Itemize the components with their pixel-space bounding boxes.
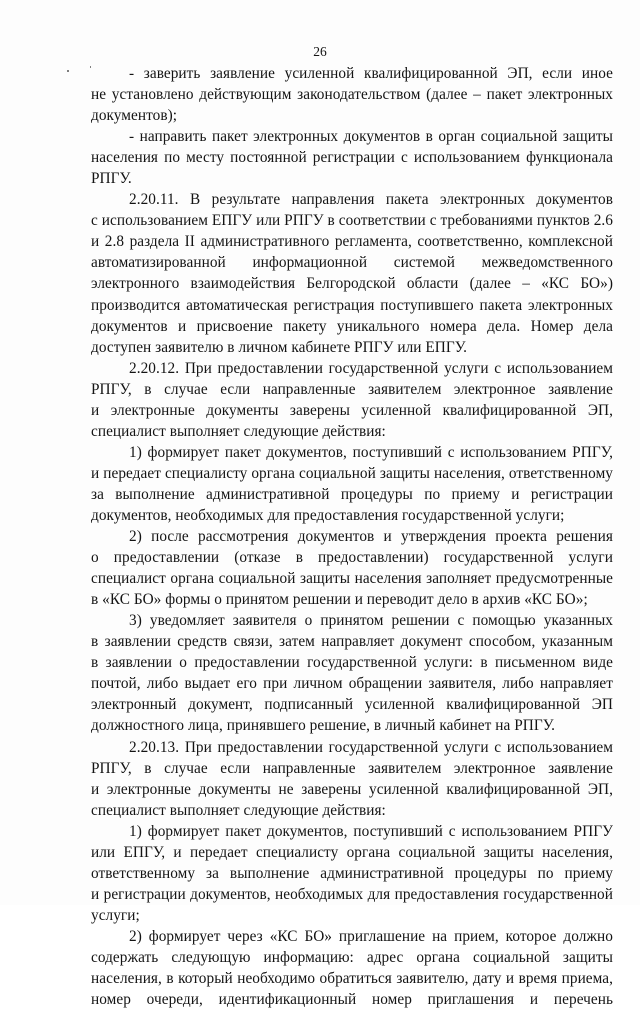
text-line: 1) формирует пакет документов, поступивший с использованием РПГУ (129, 822, 613, 840)
text-line: населения по месту постоянной регистрации с использованием функционала (91, 149, 613, 167)
text-line: номер очереди, идентификационный номер приглашения и перечень (91, 991, 613, 1009)
text-line: электронного взаимодействия Белгородской области (далее – «КС БО») (91, 275, 613, 293)
text-line: - заверить заявление усиленной квалифицированной ЭП, если иное (129, 65, 613, 82)
text-line: специалист органа социальной защиты населения заполняет предусмотренные (91, 570, 613, 588)
text-line: о предоставлении (отказе в предоставлении) государственной услуги (91, 549, 613, 567)
text-line: электронный документ, подписанный усиленной квалифицированной ЭП (91, 696, 613, 714)
text-line: документов, необходимых для предоставления государственной услуги; (91, 506, 565, 524)
text-line: 2) после рассмотрения документов и утверждения проекта решения (129, 528, 613, 546)
scan-speck (67, 70, 69, 72)
text-line: производится автоматическая регистрация поступившего пакета электронных (91, 296, 613, 314)
text-line: 2.20.13. При предоставлении государственной услуги с использованием (129, 738, 613, 756)
text-line: с использованием ЕПГУ или РПГУ в соответствии с требованиями пунктов 2.6 (91, 212, 613, 230)
text-line: в «КС БО» формы о принятом решении и переводит дело в архив «КС БО»; (91, 591, 588, 609)
text-line: не установлено действующим законодательством (далее – пакет электронных (91, 86, 613, 104)
text-line: специалист выполняет следующие действия: (91, 801, 386, 819)
text-line: и передает специалисту органа социальной защиты населения, ответственному (91, 464, 613, 482)
page-number: 26 (313, 44, 327, 59)
text-line: и электронные документы заверены усиленной квалифицированной ЭП, (91, 401, 613, 419)
text-line: должностного лица, принявшего решение, в личный кабинет на РПГУ. (91, 717, 556, 735)
text-line: доступен заявителю в личном кабинете РПГУ или ЕПГУ. (91, 338, 468, 356)
text-line: ответственному за выполнение административной процедуры по приему (91, 864, 613, 882)
text-line: услуги; (91, 906, 140, 924)
text-line: 3) уведомляет заявителя о принятом решении с помощью указанных (129, 612, 613, 630)
text-line: специалист выполняет следующие действия: (91, 422, 386, 440)
text-line: и 2.8 раздела II административного регламента, соответственно, комплексной (91, 233, 613, 251)
text-line: РПГУ, в случае если направленные заявителем электронное заявление (91, 759, 613, 777)
text-line: населения, в который необходимо обратиться заявителю, дату и время приема, (91, 970, 613, 988)
text-line: или ЕПГУ, и передает специалисту органа социальной защиты населения, (91, 843, 613, 861)
text-line: и электронные документы не заверены усиленной квалифицированной ЭП, (91, 780, 613, 798)
text-line: РПГУ, в случае если направленные заявителем электронное заявление (91, 380, 613, 398)
document-body-text (91, 63, 613, 1010)
text-line: 2) формирует через «КС БО» приглашение на прием, которое должно (129, 927, 613, 945)
text-line: - направить пакет электронных документов в орган социальной защиты (129, 128, 613, 146)
text-line: содержать следующую информацию: адрес органа социальной защиты (91, 948, 613, 966)
text-line: документов и присвоение пакету уникального номера дела. Номер дела (91, 317, 613, 335)
text-line: в заявлении средств связи, затем направляет документ способом, указанным (91, 633, 613, 651)
text-line: РПГУ. (91, 170, 132, 188)
text-line: и регистрации документов, необходимых для предоставления государственной (91, 885, 613, 903)
text-line: почтой, либо выдает его при личном обращении заявителя, либо направляет (91, 675, 613, 693)
text-line: автоматизированной информационной системой межведомственного (91, 254, 613, 272)
text-line: 2.20.11. В результате направления пакета электронных документов (129, 191, 613, 209)
text-line: за выполнение административной процедуры по приему и регистрации (91, 485, 613, 503)
text-line: 1) формирует пакет документов, поступивший с использованием РПГУ, (129, 443, 613, 461)
text-line: документов); (91, 107, 178, 125)
text-line: в заявлении о предоставлении государственной услуги: в письменном виде (91, 654, 613, 672)
text-line: 2.20.12. При предоставлении государственной услуги с использованием (129, 359, 613, 377)
